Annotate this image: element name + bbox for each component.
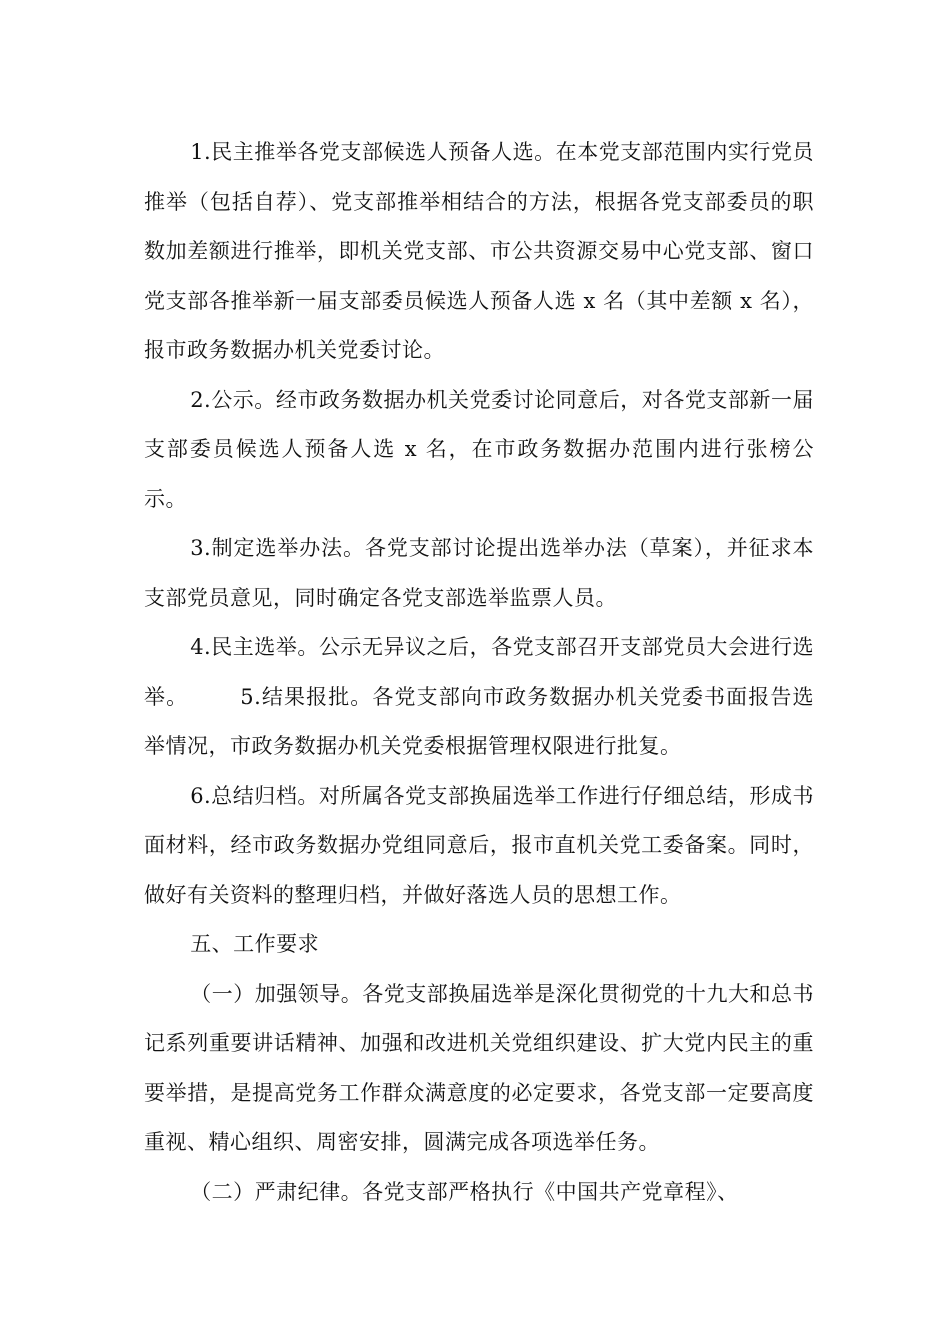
section-heading-work-requirements: 五、工作要求 — [190, 932, 320, 956]
paragraph-result-approval: 5.结果报批。各党支部向市政务数据办机关党委书面报告选举情况，市政务数据办机关党委根据管理权限进行批复。 — [144, 684, 814, 758]
paragraph-democratic-election: 4.民主选举。公示无异议之后，各党支部召开支部党员大会进行选举。 — [144, 635, 814, 709]
document-body — [144, 128, 814, 1217]
paragraph-strengthen-leadership: （一）加强领导。各党支部换届选举是深化贯彻党的十九大和总书记系列重要讲话精神、加强和改进机关党组织建设、扩大党内民主的重要举措，是提高党务工作群众满意度的必定要求，各党支部一定要高度重视、精心组织、周密安排，圆满完成各项选举任务。 — [144, 981, 814, 1154]
paragraph-summary-archive: 6.总结归档。对所属各党支部换届选举工作进行仔细总结，形成书面材料，经市政务数据办党组同意后，报市直机关党工委备案。同时，做好有关资料的整理归档，并做好落选人员的思想工作。 — [144, 783, 814, 907]
paragraph-election-method: 3.制定选举办法。各党支部讨论提出选举办法（草案），并征求本支部党员意见，同时确定各党支部选举监票人员。 — [144, 536, 814, 610]
paragraph-nomination: 1.民主推举各党支部候选人预备人选。在本党支部范围内实行党员推举（包括自荐）、党支部推举相结合的方法，根据各党支部委员的职数加差额进行推举，即机关党支部、市公共资源交易中心党支部、窗口党支部各推举新一届支部委员候选人预备人选 x 名（其中差额 x 名），报市政务数据办机关党委讨论。 — [144, 140, 814, 362]
paragraph-publicity: 2.公示。经市政务数据办机关党委讨论同意后，对各党支部新一届支部委员候选人预备人选 x 名，在市政务数据办范围内进行张榜公示。 — [144, 387, 814, 511]
paragraph-election-and-approval — [144, 623, 814, 772]
paragraph-strict-discipline: （二）严肃纪律。各党支部严格执行《中国共产党章程》、 — [190, 1179, 739, 1204]
